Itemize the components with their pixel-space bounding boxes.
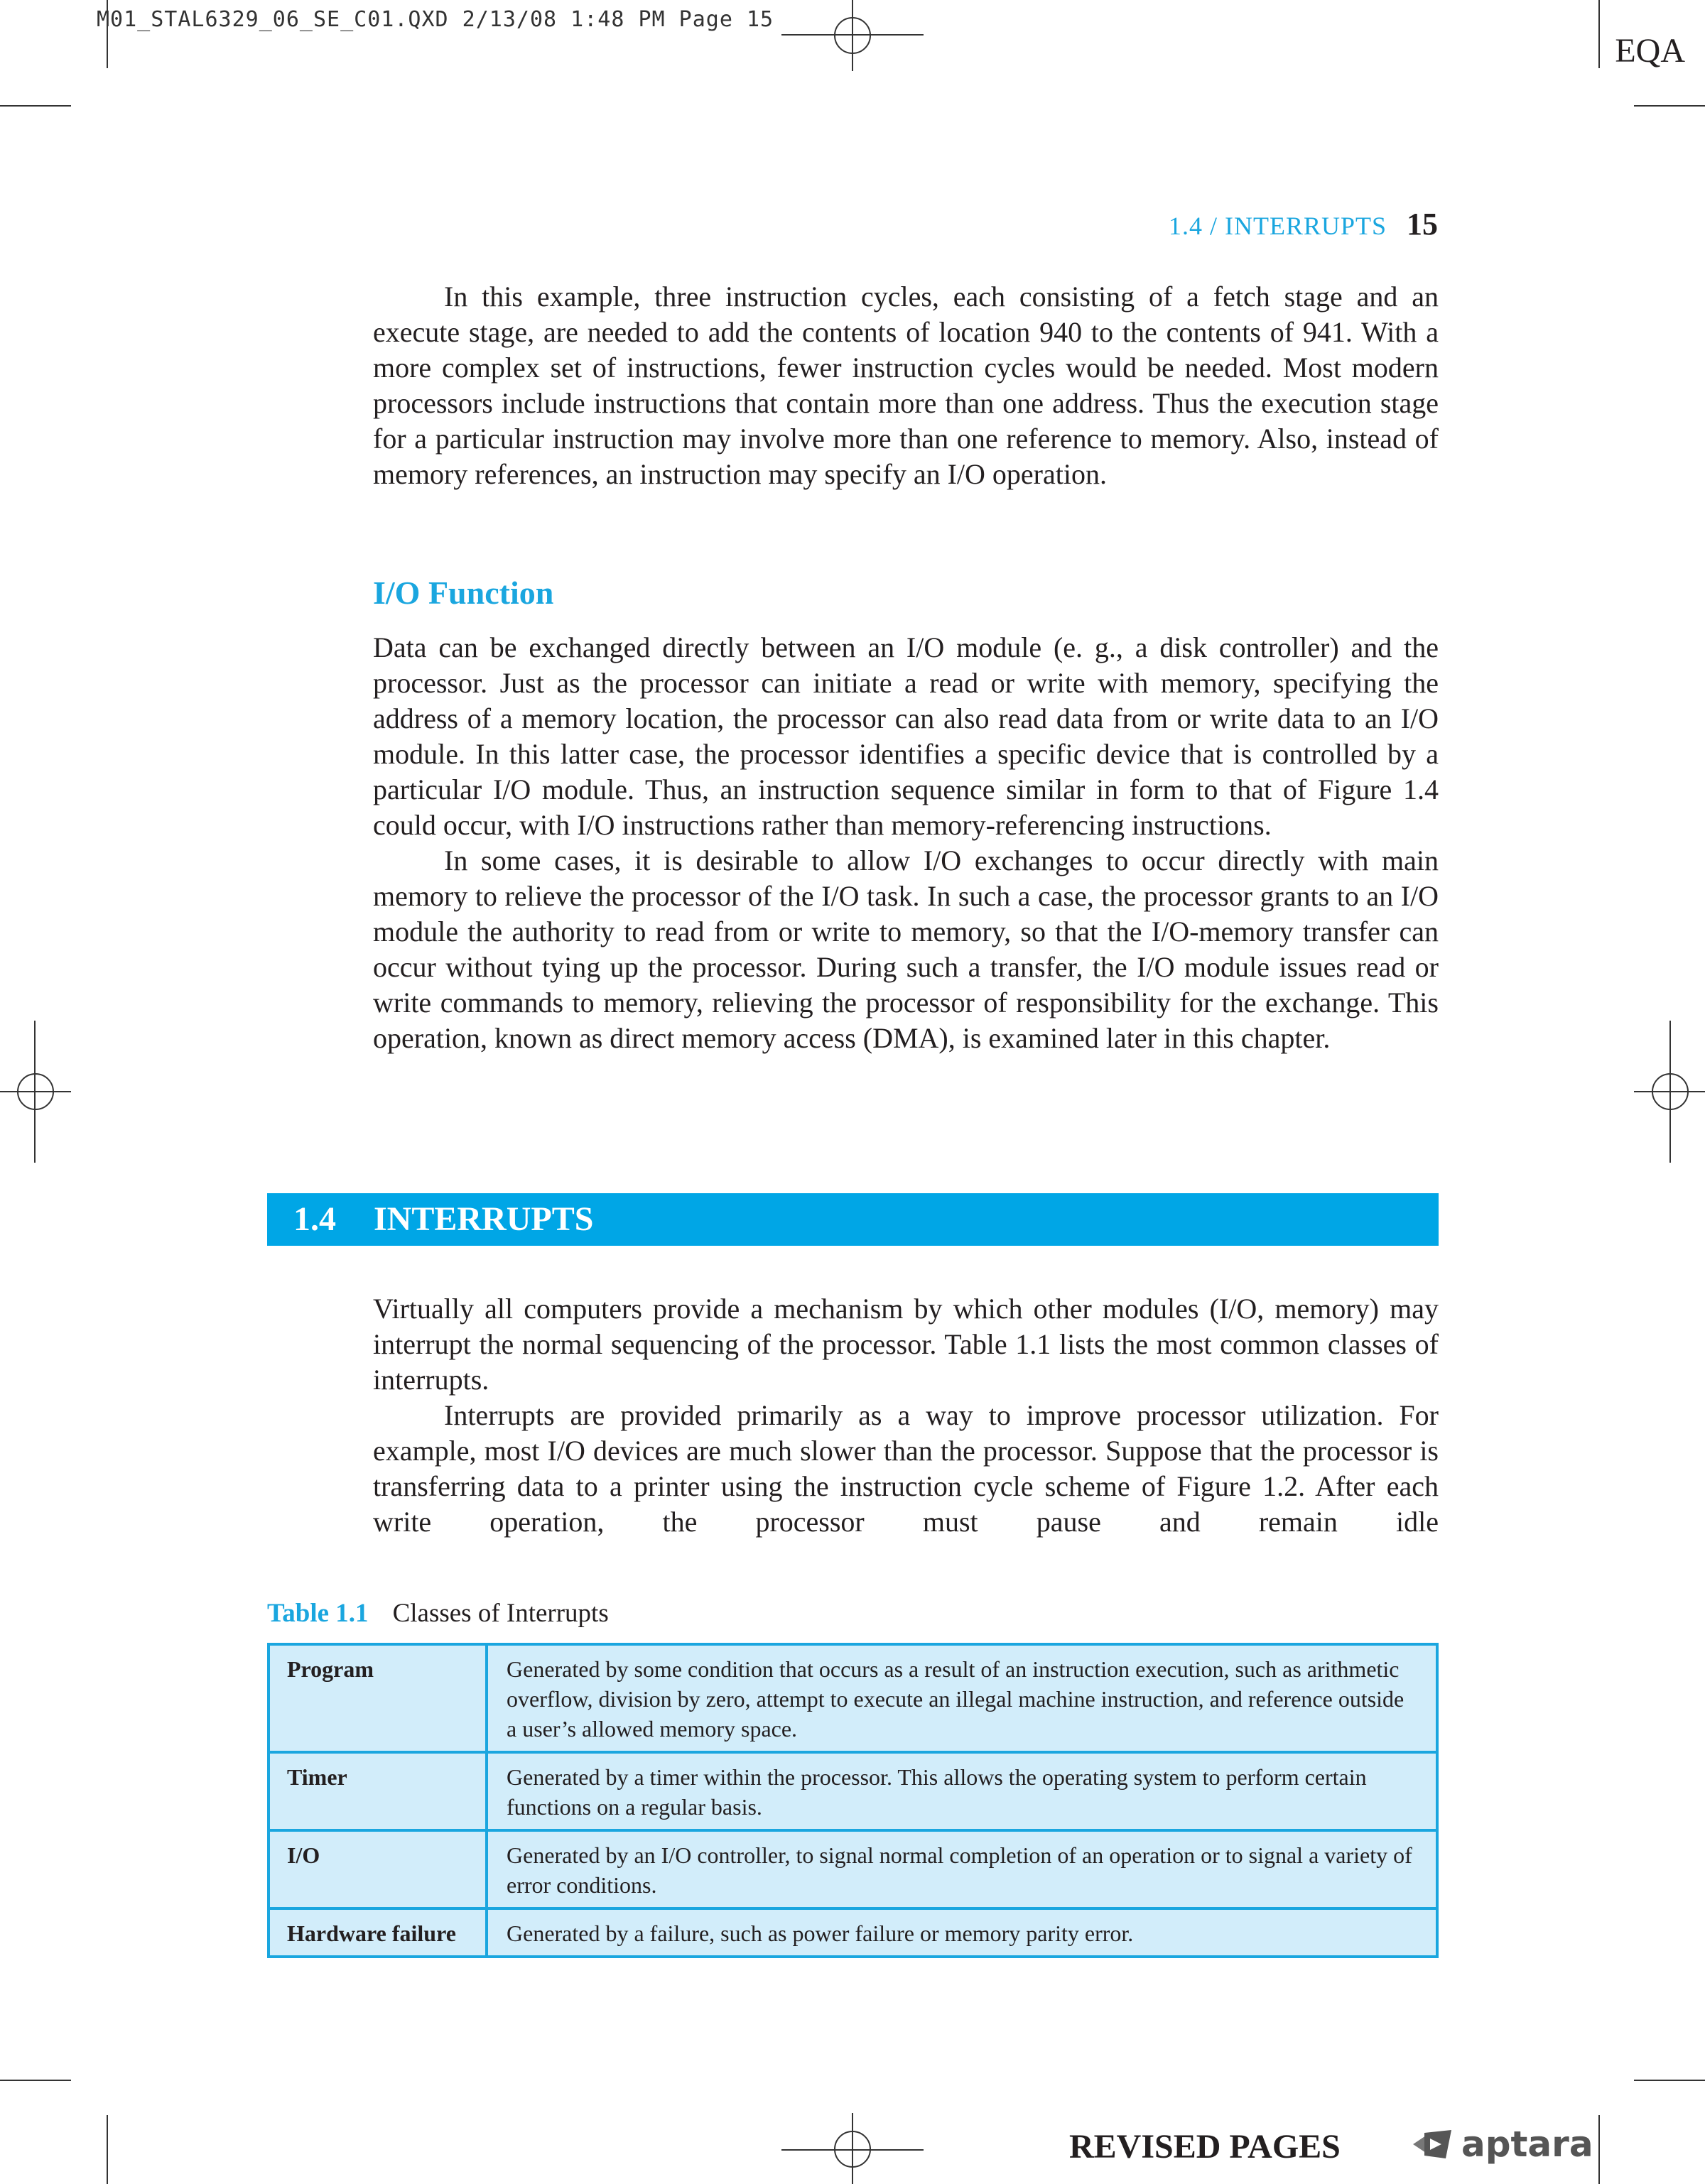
subsection-heading: I/O Function [373,575,554,611]
body-text-block [373,279,1439,492]
registration-mark-icon [834,2131,871,2168]
table-label: Table 1.1 [267,1599,369,1628]
table-row [269,1644,1437,1752]
crop-mark [1598,2115,1600,2184]
corner-code: EQA [1615,32,1685,70]
interrupt-classes-table [267,1643,1439,1958]
crop-mark [0,105,71,107]
table-cell-class: Hardware failure [269,1908,487,1957]
table-cell-class: I/O [269,1830,487,1908]
brand-name: aptara [1461,2124,1593,2165]
crop-mark [0,2080,71,2081]
table-cell-description: Generated by some condition that occurs as a result of an instruction execution, such as arithmetic overflow, division by zero, attempt to execute an illegal machine instruction, and reference outside a user’s allowed memory space. [487,1644,1437,1752]
table-cell-description: Generated by an I/O controller, to signal normal completion of an operation or to signal a variety of error conditions. [487,1830,1437,1908]
body-text-block [373,630,1439,1056]
revised-pages-label: REVISED PAGES [1069,2128,1341,2166]
table-caption [267,1598,609,1629]
section-heading-bar [267,1193,1439,1246]
table-cell-description: Generated by a timer within the processor. This allows the operating system to perform certain functions on a regular basis. [487,1752,1437,1830]
crop-mark [1634,105,1705,107]
section-number: 1.4 [293,1200,336,1238]
paragraph: In some cases, it is desirable to allow I/O exchanges to occur directly with main memory to relieve the processor of the I/O task. In such a case, the processor grants to an I/O module the authority to read from or write to memory, so that the I/O-memory transfer can occur without tying up the processor. During such a transfer, the I/O module issues read or write commands to memory, relieving the processor of responsibility for the exchange. This operation, known as direct memory access (DMA), is examined later in this chapter. [373,844,1439,1054]
table-cell-class: Timer [269,1752,487,1830]
table-row [269,1830,1437,1908]
table-cell-class: Program [269,1644,487,1752]
running-head [1169,206,1438,242]
table-cell-description: Generated by a failure, such as power failure or memory parity error. [487,1908,1437,1957]
crop-mark [1634,2080,1705,2081]
crop-mark [1598,0,1600,68]
paragraph: Virtually all computers provide a mechanism by which other modules (I/O, memory) may interrupt the normal sequencing of the processor. Table 1.1 lists the most common classes of interrupts. [373,1293,1439,1396]
registration-mark-icon [834,17,871,54]
section-title: INTERRUPTS [374,1200,594,1238]
body-text-block [373,1291,1439,1540]
paragraph: Data can be exchanged directly between an I/O module (e. g., a disk controller) and the processor. Just as the processor can initiate a read or write with memory, specifying the address of a memory location, the processor can also read data from or write data to an I/O module. In this latter case, the processor identifies a specific device that is controlled by a particular I/O module. Thus, an instruction sequence similar in form to that of Figure 1.4 could occur, with I/O instructions rather than memory-referencing instructions. [373,631,1439,841]
file-slug: M01_STAL6329_06_SE_C01.QXD 2/13/08 1:48 PM Page 15 [97,7,774,32]
crop-mark [107,2115,108,2184]
table-row [269,1908,1437,1957]
table-title: Classes of Interrupts [392,1599,609,1628]
page-number: 15 [1407,207,1438,241]
paragraph: Interrupts are provided primarily as a way to improve processor utilization. For example, most I/O devices are much slower than the processor. Suppose that the processor is transferring data to a printer using the instruction cycle scheme of Figure 1.2. After each write operation, the processor must pause and remain idle [373,1399,1439,1538]
paragraph: In this example, three instruction cycles, each consisting of a fetch stage and an execute stage, are needed to add the contents of location 940 to the contents of 941. With a more complex set of instructions, fewer instruction cycles would be needed. Most modern processors include instructions that contain more than one address. Thus the execution stage for a particular instruction may involve more than one reference to memory. Also, instead of memory references, an instruction may specify an I/O operation. [373,281,1439,490]
running-head-title: 1.4 / INTERRUPTS [1168,212,1387,240]
aptara-logo [1410,2124,1593,2165]
registration-mark-icon [17,1073,54,1110]
aptara-logo-icon [1410,2127,1454,2161]
registration-mark-icon [1652,1073,1689,1110]
table-row [269,1752,1437,1830]
